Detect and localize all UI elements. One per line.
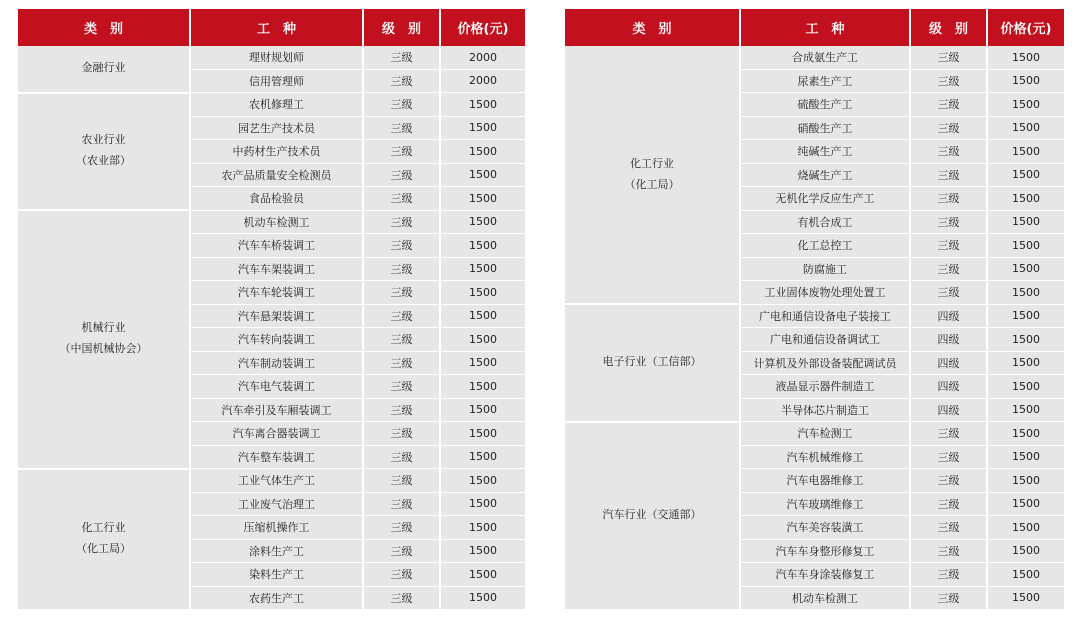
header-price: 价格(元) xyxy=(987,9,1064,46)
price-cell: 1500 xyxy=(440,375,525,399)
category-label: 农业行业 xyxy=(81,133,126,147)
job-cell: 尿素生产工 xyxy=(740,69,910,93)
price-table-right xyxy=(565,9,1064,611)
price-cell: 1500 xyxy=(987,445,1064,469)
job-cell: 汽车车身整形修复工 xyxy=(740,539,910,563)
price-cell: 1500 xyxy=(987,234,1064,258)
table-row xyxy=(18,210,525,234)
job-cell: 液晶显示器件制造工 xyxy=(740,375,910,399)
job-cell: 工业废气治理工 xyxy=(190,492,363,516)
header-level: 级 别 xyxy=(910,9,987,46)
category-label: （化工局） xyxy=(624,177,680,191)
table-row xyxy=(565,304,1064,328)
level-cell: 四级 xyxy=(910,375,987,399)
price-cell: 1500 xyxy=(440,187,525,211)
price-cell: 1500 xyxy=(440,257,525,281)
level-cell: 四级 xyxy=(910,351,987,375)
price-cell: 1500 xyxy=(440,281,525,305)
price-cell: 2000 xyxy=(440,69,525,93)
price-cell: 1500 xyxy=(440,516,525,540)
job-cell: 农药生产工 xyxy=(190,586,363,610)
price-cell: 1500 xyxy=(987,328,1064,352)
header-row xyxy=(18,9,525,46)
level-cell: 三级 xyxy=(363,375,440,399)
level-cell: 三级 xyxy=(363,187,440,211)
level-cell: 三级 xyxy=(363,234,440,258)
job-cell: 半导体芯片制造工 xyxy=(740,398,910,422)
category-label: 电子行业（工信部） xyxy=(602,355,702,369)
job-cell: 压缩机操作工 xyxy=(190,516,363,540)
level-cell: 三级 xyxy=(910,116,987,140)
level-cell: 三级 xyxy=(363,116,440,140)
table-row xyxy=(18,469,525,493)
job-cell: 机动车检测工 xyxy=(190,210,363,234)
job-cell: 合成氨生产工 xyxy=(740,46,910,69)
level-cell: 三级 xyxy=(363,398,440,422)
job-cell: 汽车悬架装调工 xyxy=(190,304,363,328)
level-cell: 三级 xyxy=(363,563,440,587)
level-cell: 三级 xyxy=(910,46,987,69)
level-cell: 三级 xyxy=(910,234,987,258)
category-label: （农业部） xyxy=(76,154,131,168)
category-cell xyxy=(18,93,190,211)
price-cell: 1500 xyxy=(987,586,1064,610)
level-cell: 三级 xyxy=(910,469,987,493)
price-cell: 1500 xyxy=(440,234,525,258)
price-cell: 1500 xyxy=(440,116,525,140)
price-cell: 1500 xyxy=(987,516,1064,540)
job-cell: 汽车车架装调工 xyxy=(190,257,363,281)
level-cell: 三级 xyxy=(363,539,440,563)
job-cell: 汽车电气装调工 xyxy=(190,375,363,399)
price-cell: 1500 xyxy=(987,46,1064,69)
level-cell: 三级 xyxy=(910,69,987,93)
job-cell: 广电和通信设备调试工 xyxy=(740,328,910,352)
level-cell: 三级 xyxy=(363,422,440,446)
level-cell: 三级 xyxy=(910,93,987,117)
job-cell: 有机合成工 xyxy=(740,210,910,234)
price-cell: 1500 xyxy=(987,375,1064,399)
price-table-left xyxy=(18,9,525,611)
price-cell: 1500 xyxy=(440,563,525,587)
category-label: 机械行业 xyxy=(81,321,126,335)
job-cell: 汽车牵引及车厢装调工 xyxy=(190,398,363,422)
level-cell: 三级 xyxy=(363,586,440,610)
price-cell: 1500 xyxy=(987,539,1064,563)
price-cell: 2000 xyxy=(440,46,525,69)
job-cell: 工业固体废物处理处置工 xyxy=(740,281,910,305)
table-row xyxy=(18,93,525,117)
job-cell: 纯碱生产工 xyxy=(740,140,910,164)
job-cell: 汽车离合器装调工 xyxy=(190,422,363,446)
job-cell: 汽车电器维修工 xyxy=(740,469,910,493)
job-cell: 涂料生产工 xyxy=(190,539,363,563)
price-cell: 1500 xyxy=(440,210,525,234)
price-cell: 1500 xyxy=(987,140,1064,164)
price-cell: 1500 xyxy=(987,187,1064,211)
price-cell: 1500 xyxy=(440,304,525,328)
level-cell: 三级 xyxy=(363,93,440,117)
price-cell: 1500 xyxy=(987,492,1064,516)
level-cell: 三级 xyxy=(363,469,440,493)
price-cell: 1500 xyxy=(440,586,525,610)
category-label: 汽车行业（交通部） xyxy=(602,508,702,522)
price-cell: 1500 xyxy=(440,539,525,563)
job-cell: 汽车玻璃维修工 xyxy=(740,492,910,516)
job-cell: 信用管理师 xyxy=(190,69,363,93)
job-cell: 汽车转向装调工 xyxy=(190,328,363,352)
level-cell: 三级 xyxy=(363,163,440,187)
price-cell: 1500 xyxy=(987,210,1064,234)
level-cell: 三级 xyxy=(363,281,440,305)
level-cell: 三级 xyxy=(910,210,987,234)
category-cell xyxy=(18,210,190,469)
category-cell xyxy=(565,304,740,422)
job-cell: 烧碱生产工 xyxy=(740,163,910,187)
price-cell: 1500 xyxy=(440,492,525,516)
job-cell: 食品检验员 xyxy=(190,187,363,211)
job-cell: 计算机及外部设备装配调试员 xyxy=(740,351,910,375)
job-cell: 汽车检测工 xyxy=(740,422,910,446)
price-cell: 1500 xyxy=(987,69,1064,93)
level-cell: 四级 xyxy=(910,398,987,422)
job-cell: 硫酸生产工 xyxy=(740,93,910,117)
level-cell: 三级 xyxy=(910,563,987,587)
level-cell: 三级 xyxy=(363,69,440,93)
price-cell: 1500 xyxy=(987,163,1064,187)
header-category: 类 别 xyxy=(565,9,740,46)
category-cell xyxy=(18,469,190,610)
level-cell: 三级 xyxy=(910,445,987,469)
job-cell: 工业气体生产工 xyxy=(190,469,363,493)
category-label: （中国机械协会） xyxy=(59,342,148,356)
level-cell: 四级 xyxy=(910,328,987,352)
table-row xyxy=(565,422,1064,446)
price-cell: 1500 xyxy=(440,328,525,352)
level-cell: 四级 xyxy=(910,304,987,328)
table-row xyxy=(18,46,525,69)
price-cell: 1500 xyxy=(987,304,1064,328)
price-cell: 1500 xyxy=(987,93,1064,117)
level-cell: 三级 xyxy=(363,210,440,234)
level-cell: 三级 xyxy=(910,281,987,305)
job-cell: 硝酸生产工 xyxy=(740,116,910,140)
level-cell: 三级 xyxy=(910,422,987,446)
job-cell: 汽车整车装调工 xyxy=(190,445,363,469)
level-cell: 三级 xyxy=(363,257,440,281)
job-cell: 染料生产工 xyxy=(190,563,363,587)
price-cell: 1500 xyxy=(440,445,525,469)
price-cell: 1500 xyxy=(987,351,1064,375)
price-cell: 1500 xyxy=(987,257,1064,281)
level-cell: 三级 xyxy=(910,586,987,610)
price-cell: 1500 xyxy=(440,93,525,117)
level-cell: 三级 xyxy=(910,516,987,540)
job-cell: 园艺生产技术员 xyxy=(190,116,363,140)
header-level: 级 别 xyxy=(363,9,440,46)
level-cell: 三级 xyxy=(910,257,987,281)
level-cell: 三级 xyxy=(910,539,987,563)
level-cell: 三级 xyxy=(363,351,440,375)
job-cell: 汽车美容装潢工 xyxy=(740,516,910,540)
job-cell: 汽车车轮装调工 xyxy=(190,281,363,305)
price-cell: 1500 xyxy=(987,563,1064,587)
price-cell: 1500 xyxy=(987,281,1064,305)
price-cell: 1500 xyxy=(440,351,525,375)
level-cell: 三级 xyxy=(910,492,987,516)
header-price: 价格(元) xyxy=(440,9,525,46)
header-row xyxy=(565,9,1064,46)
level-cell: 三级 xyxy=(910,163,987,187)
level-cell: 三级 xyxy=(910,140,987,164)
price-cell: 1500 xyxy=(987,422,1064,446)
level-cell: 三级 xyxy=(363,445,440,469)
category-cell xyxy=(18,46,190,93)
table-row xyxy=(565,46,1064,69)
level-cell: 三级 xyxy=(363,140,440,164)
job-cell: 农机修理工 xyxy=(190,93,363,117)
category-cell xyxy=(565,422,740,610)
job-cell: 化工总控工 xyxy=(740,234,910,258)
category-label: 化工行业 xyxy=(81,521,126,535)
job-cell: 中药材生产技术员 xyxy=(190,140,363,164)
price-cell: 1500 xyxy=(440,398,525,422)
job-cell: 汽车车身涂装修复工 xyxy=(740,563,910,587)
price-cell: 1500 xyxy=(440,140,525,164)
job-cell: 汽车制动装调工 xyxy=(190,351,363,375)
price-cell: 1500 xyxy=(440,163,525,187)
level-cell: 三级 xyxy=(910,187,987,211)
price-cell: 1500 xyxy=(987,469,1064,493)
job-cell: 理财规划师 xyxy=(190,46,363,69)
price-cell: 1500 xyxy=(987,116,1064,140)
level-cell: 三级 xyxy=(363,516,440,540)
job-cell: 汽车机械维修工 xyxy=(740,445,910,469)
level-cell: 三级 xyxy=(363,46,440,69)
category-label: 化工行业 xyxy=(630,156,674,170)
category-label: 金融行业 xyxy=(81,61,126,75)
price-cell: 1500 xyxy=(440,469,525,493)
header-category: 类 别 xyxy=(18,9,190,46)
level-cell: 三级 xyxy=(363,492,440,516)
category-label: （化工局） xyxy=(76,542,131,555)
job-cell: 机动车检测工 xyxy=(740,586,910,610)
price-cell: 1500 xyxy=(440,422,525,446)
job-cell: 汽车车桥装调工 xyxy=(190,234,363,258)
job-cell: 广电和通信设备电子装接工 xyxy=(740,304,910,328)
job-cell: 无机化学反应生产工 xyxy=(740,187,910,211)
job-cell: 农产品质量安全检测员 xyxy=(190,163,363,187)
price-cell: 1500 xyxy=(987,398,1064,422)
job-cell: 防腐施工 xyxy=(740,257,910,281)
level-cell: 三级 xyxy=(363,328,440,352)
header-job: 工 种 xyxy=(190,9,363,46)
header-job: 工 种 xyxy=(740,9,910,46)
category-cell xyxy=(565,46,740,304)
level-cell: 三级 xyxy=(363,304,440,328)
